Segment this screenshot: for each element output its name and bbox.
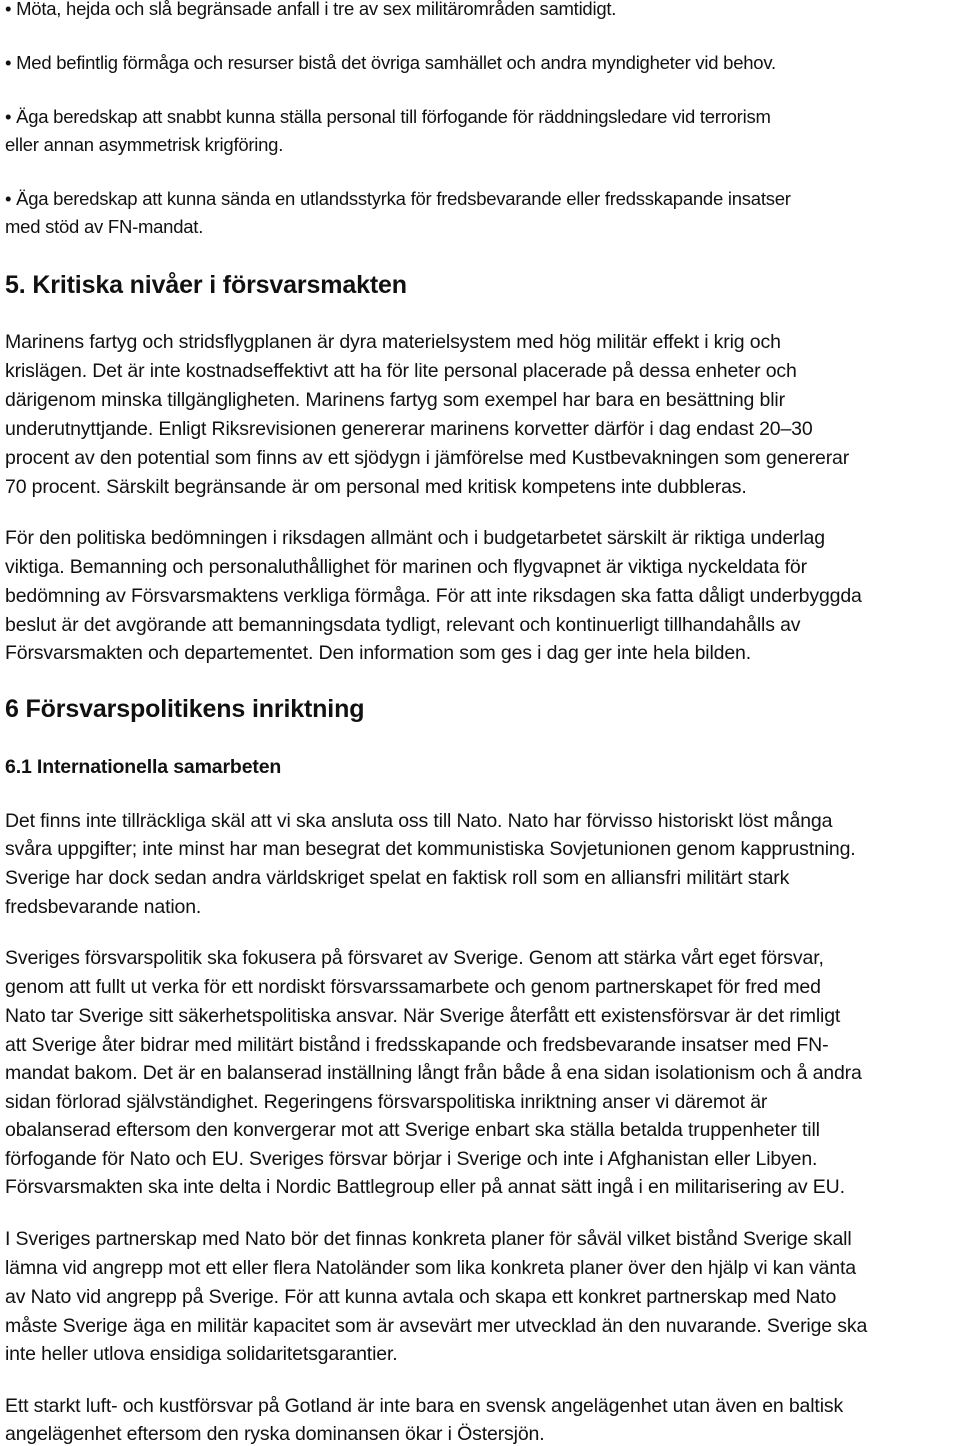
- paragraph-line: av Nato vid angrepp på Sverige. För att kunna avtala och skapa ett konkret partnerskap med Nato: [5, 1286, 837, 1308]
- paragraph-line: förfogande för Nato och EU. Sveriges försvar börjar i Sverige och inte i Afghanistan eller Libyen.: [5, 1148, 818, 1170]
- paragraph-line: krislägen. Det är inte kostnadseffektivt att ha för lite personal placerade på dessa enheter och: [5, 360, 797, 382]
- section-heading: 6 Försvarspolitikens inriktning: [5, 695, 365, 723]
- paragraph-line: beslut är det avgörande att bemanningsdata tydligt, relevant och kontinuerligt tillhandahålls av: [5, 614, 801, 636]
- paragraph-line: obalanserad eftersom den konvergerar mot att Sverige enbart ska ställa betalda truppenheter till: [5, 1119, 820, 1141]
- paragraph-line: underutnyttjande. Enligt Riksrevisionen genererar marinens korvetter därför i dag endast 20–30: [5, 418, 813, 440]
- paragraph-line: måste Sverige äga en militär kapacitet som är avsevärt mer utvecklad än den nuvarande. Sverige ska: [5, 1315, 868, 1337]
- paragraph-line: inte heller utlova ensidiga solidaritetsgarantier.: [5, 1343, 398, 1365]
- paragraph-line: 70 procent. Särskilt begränsande är om personal med kritisk kompetens inte dubbleras.: [5, 476, 747, 498]
- paragraph-line: Sveriges försvarspolitik ska fokusera på försvaret av Sverige. Genom att stärka vårt eget försvar,: [5, 947, 824, 969]
- bullet-item-continuation: med stöd av FN-mandat.: [5, 216, 204, 237]
- paragraph-line: Sverige har dock sedan andra världskriget spelat en faktisk roll som en alliansfri militärt stark: [5, 867, 790, 889]
- paragraph-line: att Sverige åter bidrar med militärt bistånd i fredsskapande och fredsbevarande insatser med FN-: [5, 1034, 829, 1056]
- section-heading: 5. Kritiska nivåer i försvarsmakten: [5, 271, 407, 299]
- paragraph-line: lämna vid angrepp mot ett eller flera Natoländer som lika konkreta planer över den hjälp vi kan vänta: [5, 1257, 856, 1279]
- paragraph-line: Försvarsmakten och departementet. Den information som ges i dag ger inte hela bilden.: [5, 642, 751, 664]
- bullet-item: • Äga beredskap att snabbt kunna ställa personal till förfogande för räddningsledare vid terrorism: [5, 106, 771, 127]
- bullet-item: • Äga beredskap att kunna sända en utlandsstyrka för fredsbevarande eller fredsskapande insatser: [5, 188, 791, 209]
- paragraph-line: Det finns inte tillräckliga skäl att vi ska ansluta oss till Nato. Nato har förvisso historiskt löst många: [5, 810, 833, 832]
- paragraph-line: procent av den potential som finns av ett sjödygn i jämförelse med Kustbevakningen som genererar: [5, 447, 850, 469]
- paragraph-line: Nato tar Sverige sitt säkerhetspolitiska ansvar. När Sverige återfått ett existensförsvar är det rimligt: [5, 1005, 841, 1027]
- paragraph-line: bedömning av Försvarsmaktens verkliga förmåga. För att inte riksdagen ska fatta dåligt underbyggda: [5, 585, 862, 607]
- paragraph-line: Ett starkt luft- och kustförsvar på Gotland är inte bara en svensk angelägenhet utan även en baltisk: [5, 1395, 844, 1417]
- bullet-item-continuation: eller annan asymmetrisk krigföring.: [5, 134, 284, 155]
- paragraph-line: därigenom minska tillgängligheten. Marinens fartyg som exempel har bara en besättning blir: [5, 389, 785, 411]
- bullet-item: • Möta, hejda och slå begränsade anfall i tre av sex militärområden samtidigt.: [5, 0, 617, 19]
- paragraph-line: viktiga. Bemanning och personaluthållighet för marinen och flygvapnet är viktiga nyckeldata för: [5, 556, 807, 578]
- paragraph-line: angelägenhet eftersom den ryska dominansen ökar i Östersjön.: [5, 1423, 545, 1445]
- paragraph-line: Marinens fartyg och stridsflygplanen är dyra materielsystem med hög militär effekt i krig och: [5, 331, 781, 353]
- paragraph-line: mandat bakom. Det är en balanserad inställning långt från både å ena sidan isolationism och å andra: [5, 1062, 862, 1084]
- paragraph-line: I Sveriges partnerskap med Nato bör det finnas konkreta planer för såväl vilket bistånd Sverige skall: [5, 1228, 852, 1250]
- paragraph-line: genom att fullt ut verka för ett nordiskt försvarssamarbete och genom partnerskapet för fred med: [5, 976, 821, 998]
- paragraph-line: svåra uppgifter; inte minst har man besegrat det kommunistiska Sovjetunionen genom kapprustning.: [5, 838, 856, 860]
- paragraph-line: För den politiska bedömningen i riksdagen allmänt och i budgetarbetet särskilt är riktiga underlag: [5, 527, 825, 549]
- bullet-item: • Med befintlig förmåga och resurser bistå det övriga samhället och andra myndigheter vid behov.: [5, 52, 776, 73]
- paragraph-line: sidan förlorad självständighet. Regeringens försvarspolitiska inriktning anser vi däremot är: [5, 1091, 768, 1113]
- paragraph-line: fredsbevarande nation.: [5, 896, 202, 918]
- subsection-heading: 6.1 Internationella samarbeten: [5, 756, 282, 778]
- paragraph-line: Försvarsmakten ska inte delta i Nordic Battlegroup eller på annat sätt ingå i en militarisering av EU.: [5, 1176, 845, 1198]
